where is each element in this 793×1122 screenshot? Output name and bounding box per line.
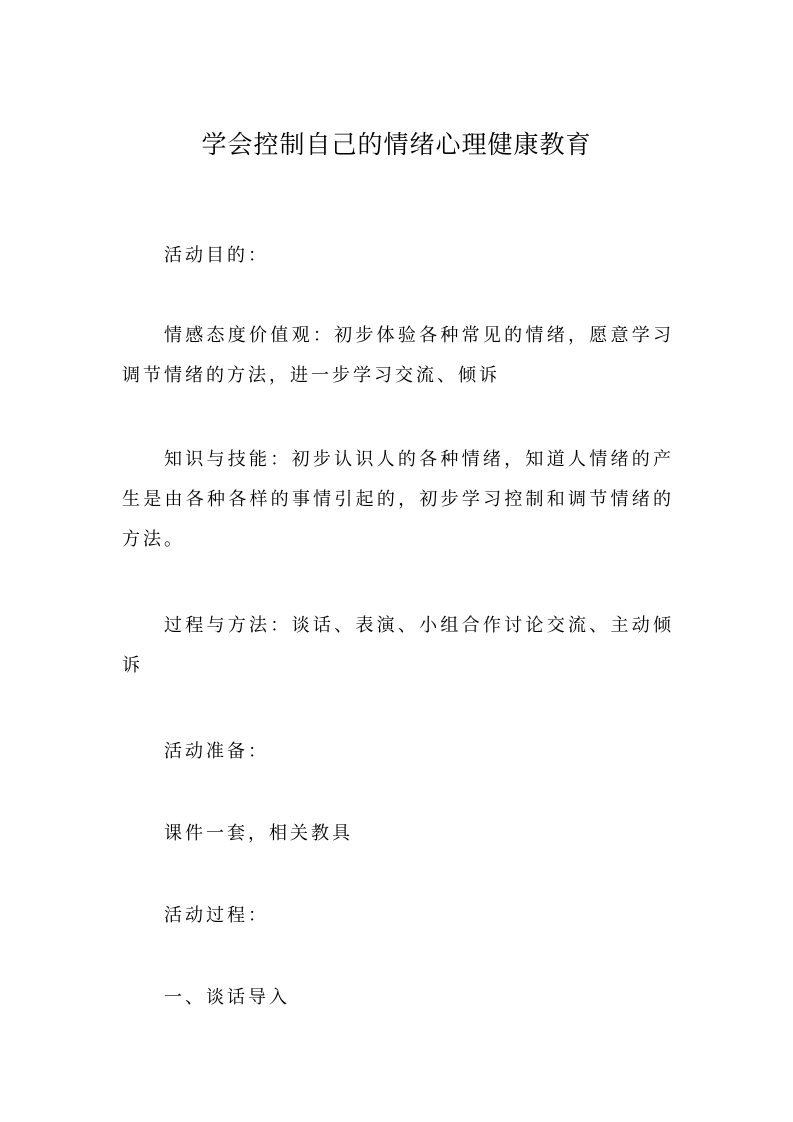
paragraph-materials: 课件一套，相关教具 <box>164 823 353 844</box>
paragraph-activity-process: 活动过程： <box>164 905 269 926</box>
paragraph-activity-goal: 活动目的： <box>164 245 269 266</box>
paragraph-emotion-values: 情感态度价值观：初步体验各种常见的情绪，愿意学习调节情绪的方法，进一步学习交流、倾诉 <box>122 325 674 386</box>
paragraph-activity-preparation: 活动准备： <box>164 741 269 762</box>
paragraph-step-one: 一、谈话导入 <box>164 987 290 1008</box>
paragraph-knowledge-skills: 知识与技能：初步认识人的各种情绪，知道人情绪的产生是由各种各样的事情引起的，初步学习控制和调节情绪的方法。 <box>122 449 674 550</box>
paragraph-process-methods: 过程与方法：谈话、表演、小组合作讨论交流、主动倾诉 <box>122 615 674 676</box>
document-title: 学会控制自己的情绪心理健康教育 <box>201 130 592 159</box>
